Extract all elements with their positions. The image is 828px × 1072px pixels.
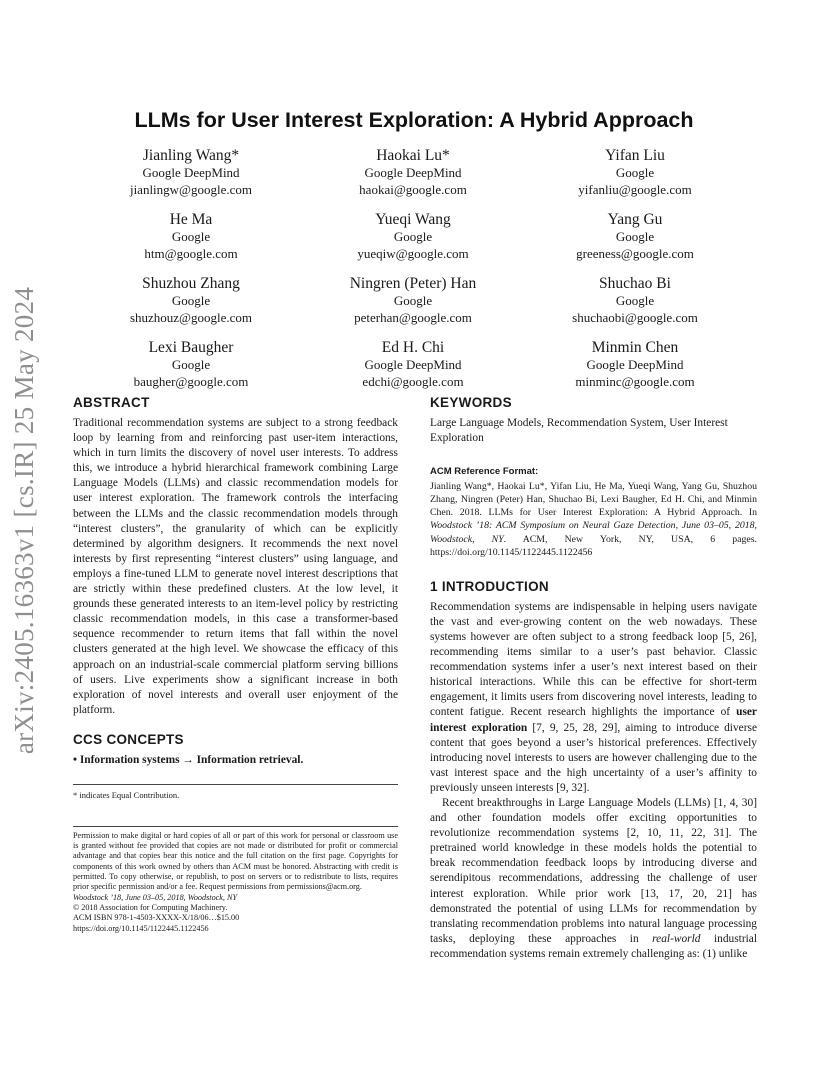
intro-p2-text-a: Recent breakthroughs in Large Language Models (LLMs) [1, 4, 30] and other foundation models offer exciting opportunities to revolutionize recommendation systems [2, 10, 11, 22, 31]. The pretrained world knowledge in these models holds the potential to break recommendation feedback loops by introducing diverse and serendipitous recommendations, addressing the challenge of user interest exploration. While prior work [13, 17, 20, 21] has demonstrated the potential of using LLMs for recommendation by translating recommendation problems into natural language processing tasks, deploying these approaches in [430, 796, 757, 945]
right-column [430, 395, 757, 962]
author-block [80, 146, 302, 198]
paper-title: LLMs for User Interest Exploration: A Hybrid Approach [134, 108, 694, 132]
intro-p1-text-b: [7, 9, 25, 28, 29], aiming to introduce diverse content that goes beyond a user’s historical preferences. Effectively introducing novel interests to users are however challenging due to the vast interest space and the high uncertainty of a user’s affinity to previously unseen interests [9, 32]. [430, 721, 758, 794]
permission-notice: Permission to make digital or hard copies of all or part of this work for personal or classroom use is granted without fee provided that copies are not made or distributed for profit or commercial advantage and that copies bear this notice and the full citation on the first page. Copyrights for components of this work owned by others than ACM must be honored. Abstracting with credit is permitted. To copy otherwise, or republish, to post on servers or to redistribute to lists, requires prior specific permission and/or a fee. Request permissions from permissions@acm.org. [73, 830, 398, 892]
acm-reference-venue: Woodstock ’18: ACM Symposium on Neural Gaze Detection, June 03–05, 2018, Woodstock, NY [430, 520, 757, 545]
author-affiliation: Google [615, 229, 655, 244]
author-affiliation: Google [393, 293, 433, 308]
doi-line: https://doi.org/10.1145/1122445.1122456 [73, 923, 209, 933]
author-name: Yifan Liu [605, 147, 665, 164]
author-affiliation: Google [171, 293, 211, 308]
author-block [80, 338, 302, 390]
abstract-heading: ABSTRACT [73, 395, 150, 410]
author-block [80, 210, 302, 262]
author-name: Yueqi Wang [375, 211, 451, 228]
author-email: htm@google.com [144, 245, 238, 261]
ccs-concept-item: • Information systems → Information retrieval. [73, 753, 304, 766]
author-name: Shuzhou Zhang [142, 275, 240, 292]
author-name: Lexi Baugher [148, 339, 234, 356]
author-affiliation: Google DeepMind [142, 165, 240, 180]
author-block [80, 274, 302, 326]
intro-p1-bold-term: user interest exploration [430, 706, 757, 734]
equal-contribution-footnote: * indicates Equal Contribution. [73, 789, 180, 800]
arxiv-side-stamp [0, 280, 50, 760]
introduction-heading: 1 INTRODUCTION [430, 578, 549, 594]
left-column [73, 395, 398, 934]
author-email: jianlingw@google.com [129, 181, 253, 197]
author-email: shuzhouz@google.com [129, 309, 253, 325]
author-email: greeness@google.com [576, 245, 694, 261]
author-name: Ningren (Peter) Han [349, 275, 477, 292]
author-email: yueqiw@google.com [357, 245, 469, 261]
author-block [302, 210, 524, 262]
author-name: He Ma [169, 211, 213, 228]
author-affiliation: Google DeepMind [364, 165, 462, 180]
author-affiliation: Google [615, 165, 655, 180]
acm-reference-heading: ACM Reference Format: [430, 466, 539, 478]
author-email: minminc@google.com [575, 373, 695, 389]
author-name: Haokai Lu* [376, 147, 450, 164]
author-affiliation: Google [393, 229, 433, 244]
intro-p2-italic-term: real-world [652, 932, 701, 945]
keywords-heading: KEYWORDS [430, 395, 512, 410]
author-affiliation: Google DeepMind [586, 357, 684, 372]
acm-reference-tail: . ACM, New York, NY, USA, 6 pages. https://doi.org/10.1145/1122445.1122456 [430, 533, 757, 558]
intro-p2-text-b: industrial recommendation systems remain extremely challenging as: (1) unlike [430, 932, 758, 960]
author-affiliation: Google [171, 357, 211, 372]
author-affiliation: Google [615, 293, 655, 308]
abstract-text: Traditional recommendation systems are subject to a strong feedback loop by learning from and reinforcing past user-item interactions, which in turn limits the discovery of novel user interests. To address this, we introduce a hybrid hierarchical framework combining Large Language Models (LLMs) and classic recommendation models for user interest exploration. The framework controls the interfacing between the LLMs and the classic recommendation models through “interest clusters”, the granularity of which can be explicitly determined by algorithm designers. It recommends the next novel interests by first representing “interest clusters” using language, and employs a fine-tuned LLM to generate novel interest descriptions that are strictly within these predefined clusters. At the low level, it grounds these generated interests to an item-level policy by restricting classic recommendation models, in this case a transformer-based sequence recommender to return items that fall within the novel clusters generated at the high level. We showcase the efficacy of this approach on an industrial-scale commercial platform serving billions of users. Live experiments show a significant increase in both exploration of novel interests and overall user enjoyment of the platform. [73, 417, 398, 716]
author-name: Jianling Wang* [142, 147, 240, 164]
author-grid [80, 146, 746, 390]
author-block [302, 274, 524, 326]
author-name: Yang Gu [607, 211, 663, 228]
author-email: shuchaobi@google.com [572, 309, 698, 325]
acm-reference-text [430, 480, 757, 559]
ccs-section [73, 732, 398, 768]
author-affiliation: Google [171, 229, 211, 244]
author-email: baugher@google.com [133, 373, 249, 389]
copyright-line: © 2018 Association for Computing Machinery. [73, 902, 228, 912]
author-email: peterhan@google.com [354, 309, 472, 325]
author-name: Shuchao Bi [599, 275, 671, 292]
author-block [524, 338, 746, 390]
author-email: yifanliu@google.com [578, 181, 692, 197]
author-name: Ed H. Chi [381, 339, 445, 356]
permission-divider [73, 826, 398, 827]
introduction-paragraph-1 [430, 600, 757, 796]
keywords-text: Large Language Models, Recommendation System, User Interest Exploration [430, 417, 728, 445]
author-block [302, 146, 524, 198]
acm-reference-authors: Jianling Wang*, Haokai Lu*, Yifan Liu, He Ma, Yueqi Wang, Yang Gu, Shuzhou Zhang, Ningren (Peter) Han, Shuchao Bi, Lexi Baugher, Ed H. Chi, and Minmin Chen. 2018. LLMs for User Interest Exploration: A Hybrid Approach. In [430, 481, 757, 519]
author-name: Minmin Chen [591, 339, 679, 356]
author-block [524, 210, 746, 262]
arxiv-identifier: arXiv:2405.16363v1 [cs.IR] 25 May 2024 [9, 286, 40, 754]
intro-p1-text-a: Recommendation systems are indispensable in helping users navigate the vast and ever-growing content on the web nowadays. These systems however are often subject to a strong feedback loop [5, 26], recommending items similar to a user’s past behavior. Classic recommendation systems infer a user’s next interest based on their historical interactions. While this can be effective for short-term engagement, it limits users from discovering novel interests, leading to content fatigue. Recent research highlights the importance of [430, 600, 757, 719]
isbn-line: ACM ISBN 978-1-4503-XXXX-X/18/06…$15.00 [73, 913, 240, 923]
venue-line: Woodstock ’18, June 03–05, 2018, Woodstock, NY [73, 892, 238, 902]
author-block [302, 338, 524, 390]
author-block [524, 146, 746, 198]
author-block [524, 274, 746, 326]
ccs-heading: CCS CONCEPTS [73, 731, 184, 747]
author-email: edchi@google.com [362, 373, 464, 389]
author-affiliation: Google DeepMind [364, 357, 462, 372]
author-email: haokai@google.com [359, 181, 467, 197]
introduction-paragraph-2 [430, 796, 757, 962]
footnote-divider [73, 784, 398, 785]
